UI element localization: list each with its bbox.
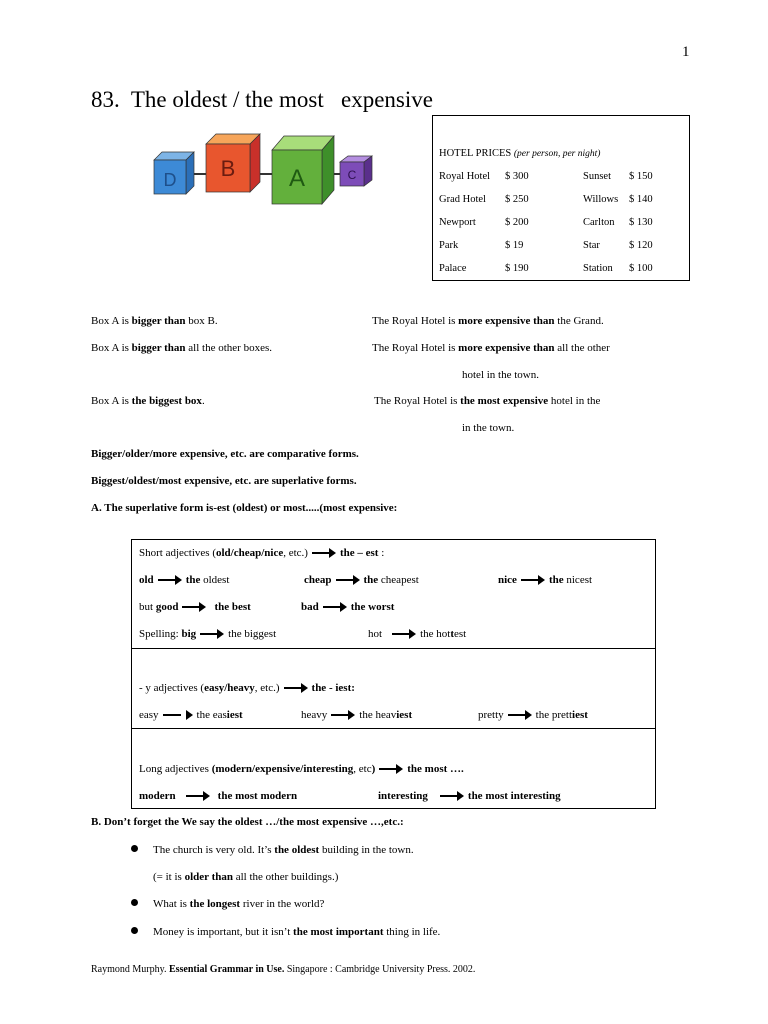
section-b-heading: B. Don’t forget the We say the oldest …/the most expensive …,etc.: <box>91 816 404 828</box>
hotel-price: $ 250 <box>505 194 529 205</box>
hotel-name: Newport <box>439 217 476 228</box>
section-a-heading: A. The superlative form is-est (oldest) or most.....(most expensive: <box>91 502 398 514</box>
page-title: 83. The oldest / the most expensive <box>91 87 433 112</box>
hotel-name: Palace <box>439 263 467 274</box>
example-heavy: heavy the heaviest <box>301 709 413 721</box>
arrow-icon <box>163 710 193 720</box>
arrow-icon <box>323 602 347 612</box>
hotel-price: $ 190 <box>505 263 529 274</box>
hotel-price: $ 100 <box>629 263 653 274</box>
hotel-price: $ 150 <box>629 171 653 182</box>
hotel-price: $ 19 <box>505 240 524 251</box>
grammar-table <box>131 539 656 809</box>
bullet-text-2: What is the longest river in the world? <box>153 898 325 910</box>
example-nice: nice the nicest <box>498 574 593 586</box>
example-old: old the oldest <box>139 574 230 586</box>
box-example-sentence: Box A is bigger than box B. <box>91 315 218 327</box>
arrow-icon <box>440 791 464 801</box>
page-number: 1 <box>682 44 690 60</box>
hotel-name: Carlton <box>583 217 615 228</box>
hotel-name: Star <box>583 240 600 251</box>
hotel-example-sentence: The Royal Hotel is more expensive than the Grand. <box>372 315 604 327</box>
arrow-icon <box>508 710 532 720</box>
bullet-text-1-note: (= it is older than all the other buildings.) <box>153 871 339 883</box>
hotel-price: $ 120 <box>629 240 653 251</box>
hotel-example-sentence: hotel in the town. <box>462 369 539 381</box>
arrow-icon <box>158 575 182 585</box>
bullet-text-1: The church is very old. It’s the oldest building in the town. <box>153 844 414 856</box>
arrow-icon <box>182 602 206 612</box>
example-modern: modern the most modern <box>139 790 298 802</box>
hotel-prices-title: HOTEL PRICES <box>439 148 512 159</box>
hotel-prices-box <box>432 115 690 281</box>
example-bad: bad the worst <box>301 601 395 613</box>
example-good: but good the best <box>139 601 251 613</box>
citation: Raymond Murphy. Essential Grammar in Use. Singapore : Cambridge University Press. 2002. <box>91 964 476 975</box>
table-divider <box>132 648 655 649</box>
example-easy: easy the easiest <box>139 709 243 721</box>
box-c-label: C <box>347 168 357 182</box>
spelling-big: Spelling: big the biggest <box>139 628 277 640</box>
example-interesting: interesting the most interesting <box>378 790 561 802</box>
arrow-icon <box>284 683 308 693</box>
bullet-text-3: Money is important, but it isn’t the most important thing in life. <box>153 926 441 938</box>
hotel-name: Park <box>439 240 459 251</box>
hotel-prices-subtitle: (per person, per night) <box>513 149 601 159</box>
arrow-icon <box>186 791 210 801</box>
hotel-price: $ 300 <box>505 171 529 182</box>
box-a-label: A <box>288 165 306 192</box>
arrow-icon <box>336 575 360 585</box>
arrow-icon <box>379 764 403 774</box>
hotel-prices-heading <box>439 148 600 159</box>
comparative-note: Bigger/older/more expensive, etc. are comparative forms. <box>91 448 359 460</box>
bullet-icon <box>131 845 138 852</box>
arrow-icon <box>200 629 224 639</box>
y-adjectives-heading: - y adjectives (easy/heavy, etc.) the - iest: <box>139 682 355 694</box>
box-example-sentence: Box A is bigger than all the other boxes. <box>91 342 272 354</box>
hotel-example-sentence: The Royal Hotel is more expensive than all the other <box>372 342 610 354</box>
bullet-icon <box>131 927 138 934</box>
arrow-icon <box>331 710 355 720</box>
arrow-icon <box>392 629 416 639</box>
arrow-icon <box>521 575 545 585</box>
hotel-price: $ 130 <box>629 217 653 228</box>
table-divider <box>132 728 655 729</box>
hotel-name: Station <box>583 263 613 274</box>
hotel-name: Royal Hotel <box>439 171 491 182</box>
spelling-hot: hot the hottest <box>368 628 467 640</box>
bullet-icon <box>131 899 138 906</box>
box-b-label: B <box>220 156 236 181</box>
boxes-illustration <box>148 126 380 206</box>
hotel-example-sentence: in the town. <box>462 422 515 434</box>
arrow-icon <box>312 548 336 558</box>
long-adjectives-heading: Long adjectives (modern/expensive/interesting, etc) the most …. <box>139 763 464 775</box>
example-pretty: pretty the prettiest <box>478 709 588 721</box>
hotel-price: $ 200 <box>505 217 529 228</box>
hotel-price: $ 140 <box>629 194 653 205</box>
example-cheap: cheap the cheapest <box>304 574 419 586</box>
superlative-note: Biggest/oldest/most expensive, etc. are superlative forms. <box>91 475 357 487</box>
hotel-name: Willows <box>583 194 619 205</box>
short-adjectives-heading: Short adjectives (old/cheap/nice, etc.) the – est : <box>139 547 385 559</box>
hotel-name: Grad Hotel <box>439 194 486 205</box>
hotel-name: Sunset <box>583 171 612 182</box>
box-d-label: D <box>163 170 177 190</box>
box-example-sentence: Box A is the biggest box. <box>91 395 205 407</box>
hotel-example-sentence: The Royal Hotel is the most expensive hotel in the <box>374 395 601 407</box>
